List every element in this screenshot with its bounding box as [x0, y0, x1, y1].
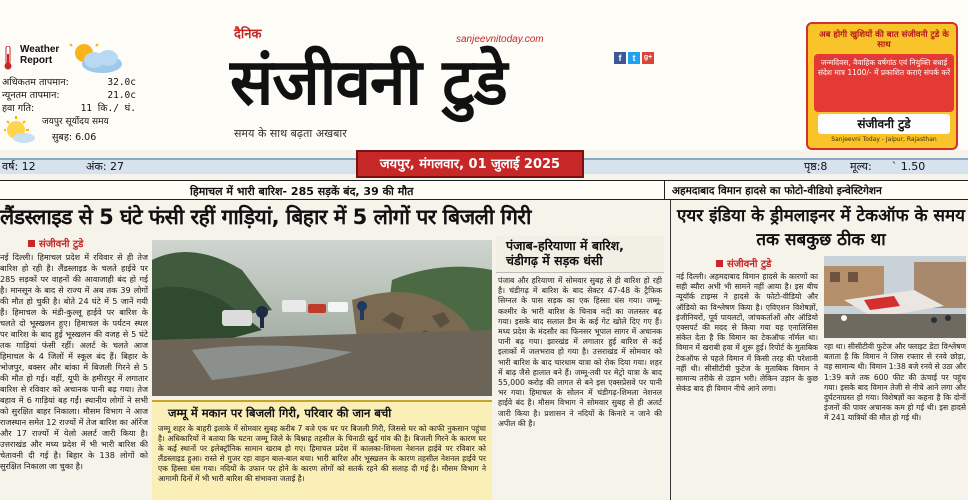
facebook-icon[interactable]: f: [614, 52, 626, 64]
byline-marker-icon: [716, 260, 723, 267]
strip-headline-left[interactable]: हिमाचल में भारी बारिश- 285 सड़कें बंद, 39 की मौत: [190, 185, 414, 198]
max-temp-value: 32.0c: [107, 77, 136, 88]
wind-label: हवा गति:: [2, 103, 35, 114]
main-byline-text: संजीवनी टुडे: [39, 239, 84, 250]
jammu-story-box: [152, 400, 492, 500]
air-india-body-1: नई दिल्ली। अहमदाबाद विमान हादसे के कारणों का सही ब्यौरा अभी भी सामने नहीं आया है। इस बीच न्यूयॉर्क टाइम्स ने हादसे के फोटो-वीडियो और ऑडियो का विश्लेषण किया है। एविएशन विशेषज्ञों, इंजीनियरों, पूर्व पायलटों, जांचकर्ताओं और ऑडियो एक्सपर्ट की मदद से किया गया यह एनालिसिस संकेत देता है कि विमान का टेकऑफ नॉर्मल था। विमान में खराबी हवा में शुरू हुई। रिपोर्ट के मुताबिक टेकऑफ से पहले विमान में किसी तरह की परेशानी नहीं थी। सीसीटीवी फुटेज के मुताबिक विमान ने सामान्य तरीके से उड़ान भरी। लेकिन उड़ान के कुछ सेकंड बाद ही विमान नीचे आने लगा।: [676, 272, 818, 394]
air-india-column-1: [676, 256, 818, 500]
jammu-body: जम्मू शहर के बाहरी इलाके में सोमवार सुबह करीब 7 बजे एक घर पर बिजली गिरी, जिससे घर को काफी नुकसान पहुंचा है। अधिकारियों ने बताया कि घटना जम्मू जिले के बिश्नाह तहसील के चिनाठी खुर्द गांव की है। बिजली गिरने के कारण घर के कई स्थानों पर इलेक्ट्रॉनिक सामान खराब हो गए। हिमाचल प्रदेश में कालका-शिमला नेशनल हाईवे पर रविवार को लैंडस्लाइड हुआ। रास्ते से गुजर रहा वाहन बाल-बाल बचा। भारी बारिश और भूस्खलन के कारण तहसील नेशनल हाईवे पर एक हिस्सा धंस गया। नदियों के उफान पर होने के कारण लोगों को सतर्क रहने की सलाह दी गई है। मौसम विभाग ने आगामी दिनों में भी भारी बारिश की संभावना जताई है।: [158, 424, 486, 483]
wind-value: 11 कि./ घं.: [80, 103, 136, 114]
price-value: ` 1.50: [891, 160, 926, 173]
landslide-photo-art: [152, 240, 492, 396]
weather-title-line2: Report: [20, 55, 53, 66]
strip-headline-right[interactable]: अहमदाबाद विमान हादसे का फोटो-वीडियो इन्वेस्टिगेशन: [672, 185, 882, 197]
weather-row-min: [0, 89, 140, 103]
price: [850, 159, 925, 174]
crash-site-photo-art: [824, 256, 966, 338]
price-label: मूल्य:: [850, 160, 872, 173]
air-india-column-2: [824, 342, 966, 500]
masthead: [0, 0, 968, 150]
weather-panel: [0, 20, 140, 150]
ad-footer: Sanjeevni Today - Jaipur, Rajasthan: [831, 136, 937, 143]
ad-headline: अब होगी खुशियों की बात संजीवनी टुडे के साथ: [819, 30, 949, 50]
volume-number: वर्ष: 12: [2, 160, 36, 173]
main-story-body: नई दिल्ली। हिमाचल प्रदेश में रविवार से ही तेज बारिश हो रही है। लैंडस्लाइड के चलते हाईवे पर 285 सड़कों पर वाहनों की आवाजाही बंद हो गई है। मानसून के बाद से राज्य में अब तक 39 लोगों की मौत हो चुकी है। बोते 24 घंटे में 5 जानें गयी हैं। हिमाचल के मंडी-कुल्लू हाईवे पर बारिश के चलते दो भूस्खलन हुए। हिमाचल के पर्यटन स्थल पर बारिश के बाद हुई भूस्खलन की वजह से 5 घंटे तक गाड़ियां फंसी रहीं। अलर्ट के चलते आज हिमाचल के 4 जिलों में स्कूल बंद हैं। बिहार के भोजपुर, बक्सर और बांका में बिजली गिरने से 5 की मौत हो गई। वहीं, यूपी के हमीरपुर में लगातार बारिश से रविवार को अचानक पानी बढ़ गया। तेज बहाव में 6 गाड़ियां बह गईं। स्थानीय लोगों ने सभी को सुरक्षित बाहर निकाला। मौसम विभाग ने आज राजस्थान समेत 12 राज्यों में तेज बारिश का ऑरेंज और 17 राज्यों में येलो अलर्ट जारी किया है। उत्तराखंड और मध्य प्रदेश में भी भारी बारिश की चेतावनी दी गई है। बिहार के 138 लोगों को सुरक्षित निकाला जा चुका है।: [0, 252, 148, 471]
ad-brand: संजीवनी टुडे: [818, 114, 950, 134]
punjab-story-column: [496, 236, 664, 500]
max-temp-label: अधिकतम तापमान:: [2, 77, 69, 88]
tagline: समय के साथ बढ़ता अखबार: [234, 127, 347, 140]
jammu-headline[interactable]: जम्मू में मकान पर बिजली गिरी, परिवार की जान बची: [168, 406, 392, 420]
sunrise-row: [0, 114, 140, 154]
crash-site-photo: [824, 256, 966, 338]
newspaper-logo: संजीवनी टुडे: [230, 46, 507, 120]
weather-row-max: [0, 76, 140, 90]
dainik-label: दैनिक: [234, 27, 262, 42]
sun-cloud-icon: [66, 42, 126, 74]
column-divider: [670, 200, 671, 500]
social-icons: [614, 52, 654, 64]
sunrise-time: सुबह: 6.06: [52, 132, 97, 143]
punjab-headline[interactable]: पंजाब-हरियाणा में बारिश, चंडीगढ़ में सड़क धंसी: [496, 236, 664, 273]
weather-title-line1: Weather: [20, 44, 60, 55]
sunrise-label: जयपुर सूर्योदय समय: [42, 117, 109, 127]
min-temp-label: न्यूनतम तापमान:: [2, 90, 60, 101]
air-india-byline-text: संजीवनी टुडे: [727, 259, 772, 270]
byline-marker-icon: [28, 240, 35, 247]
logo-area: [190, 20, 653, 140]
main-headline[interactable]: लैंडस्लाइड से 5 घंटे फंसी रहीं गाड़ियां, बिहार में 5 लोगों पर बिजली गिरी: [0, 205, 531, 229]
air-india-byline: [716, 256, 818, 270]
min-temp-value: 21.0c: [107, 90, 136, 101]
sunrise-icon: [2, 114, 36, 144]
twitter-icon[interactable]: t: [628, 52, 640, 64]
main-story-column: [0, 236, 148, 500]
punjab-body: पंजाब और हरियाणा में सोमवार सुबह से ही बारिश हो रही है। चंडीगढ़ में बारिश के बाद सेक्टर 47-48 के ट्रैफिक सिग्नल के पास सड़क का एक हिस्सा धंस गया। जम्मू-कश्मीर के भारी बारिश के चिनाब नदी का जलस्तर बढ़ गया। इसके बाद सलाल डैम के कई गेट खोले दिए गए हैं। मध्य प्रदेश के मंदसौर का फिनसर भूपाल सागर में अचानक पानी बढ़ गया। झारखंड में लगातार हुई बारिश से कई इलाकों में जलभराव हो गया है। उत्तराखंड में सोमवार को भारी बारिश के बाद चारधाम यात्रा को रोक दिया गया। शहर में बाढ़ जैसे हालात बने हैं। जम्मू-तवी पर मेट्रो यात्रा के बाद 55,000 करोड़ की लागत से बने इस एक्सप्रेसवे पर पानी भर गया। हिमाचल के सोलन में चंडीगढ़-शिमला नेशनल हाईवे बंद है। मौसम विभाग ने सोमवार सुबह से ही अलर्ट जारी किया है। प्रशासन ने नदियों के किनारे न जाने की अपील की है।: [498, 276, 662, 428]
main-byline: [28, 236, 148, 250]
ad-banner[interactable]: [806, 22, 958, 150]
strip-divider: [664, 181, 665, 199]
issue-number: अंक: 27: [86, 160, 125, 173]
page-count: पृष्ठ:8: [804, 160, 828, 173]
thermometer-icon: [4, 46, 12, 70]
ad-body: जन्मदिवस, वैवाहिक वर्षगांठ एवं नियुक्ति बधाई संदेश मात्र 1100/- में प्रकाशित कराएं संपर्क करें: [814, 54, 954, 112]
website-link[interactable]: sanjeevnitoday.com: [456, 34, 544, 45]
dateline-band: [0, 150, 968, 178]
air-india-body-2: रहा था। सीसीटीवी फुटेज और फ्लाइट डेटा विश्लेषण बताता है कि विमान ने जिस रफ्तार से रनवे छोड़ा, वह सामान्य थी। विमान 1:38 बजे रनवे से उठा और 1:39 बजे तक 600 फीट की ऊंचाई पर पहुंच गया। इसके बाद विमान तेजी से नीचे आने लगा और दुर्घटनाग्रस्त हो गया। विशेषज्ञों का कहना है कि दोनों इंजनों की पावर अचानक कम हो गई थी। इस हादसे में 241 यात्रियों की मौत हो गई थी।: [824, 342, 966, 423]
air-india-headline[interactable]: एयर इंडिया के ड्रीमलाइनर में टेकऑफ के समय तक सबकुछ ठीक था: [677, 206, 965, 250]
weather-title: [20, 44, 59, 66]
top-strip: [0, 180, 968, 200]
google-plus-icon[interactable]: g+: [642, 52, 654, 64]
landslide-photo: [152, 240, 492, 396]
edition-date: जयपुर, मंगलवार, 01 जुलाई 2025: [356, 150, 584, 178]
